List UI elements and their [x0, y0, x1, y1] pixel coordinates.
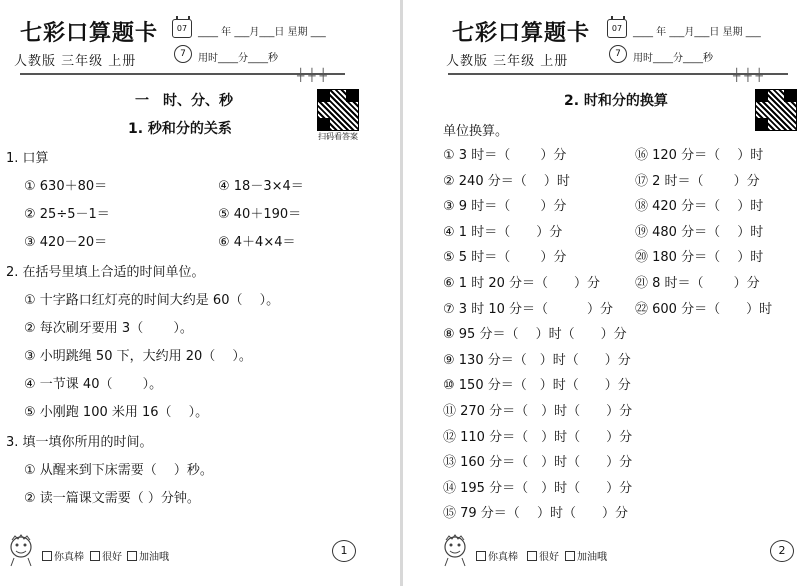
brand-title: 七彩口算题卡	[452, 20, 591, 46]
conversion-item: ⑯ 120 分＝（ ）时	[635, 148, 764, 163]
q2-item: ② 每次刷牙要用 3（ ）。	[24, 321, 193, 336]
conversion-item: ③ 9 时＝（ ）分	[443, 199, 567, 215]
intro-text: 单位换算。	[443, 124, 509, 139]
conversion-item: ⑮ 79 分＝（ ）时（ ）分	[443, 506, 628, 522]
q2-item: ⑤ 小刚跑 100 米用 16（ ）。	[24, 405, 209, 420]
left-page	[0, 0, 400, 586]
conversion-item: ① 3 时＝（ ）分	[443, 148, 567, 163]
page-number: 2	[770, 540, 794, 562]
rating-good[interactable]: 很好	[527, 548, 559, 563]
rating-excellent[interactable]: 你真棒	[476, 548, 518, 563]
clock-icon: 7	[609, 45, 627, 63]
qr-code[interactable]	[317, 89, 359, 131]
calendar-icon: 07	[172, 19, 192, 38]
checkbox[interactable]	[476, 551, 486, 561]
section-title: 1. 秒和分的关系	[128, 121, 232, 137]
divider-ticks: ╪╪╪	[733, 68, 767, 82]
edition-label: 人教版 三年级 上册	[446, 54, 569, 69]
qr-code[interactable]	[755, 89, 797, 131]
conversion-item: ⑨ 130 分＝（ ）时（ ）分	[443, 352, 631, 368]
q1-item: ③ 420－20＝	[24, 235, 108, 250]
q3-item: ② 读一篇课文需要（ ）分钟。	[24, 491, 200, 506]
mascot-icon	[6, 532, 36, 568]
conversion-item: ⑧ 95 分＝（ ）时（ ）分	[443, 327, 627, 343]
conversion-item: ⑭ 195 分＝（ ）时（ ）分	[443, 480, 633, 496]
rating-keepgoing[interactable]: 加油哦	[565, 548, 607, 563]
rating-excellent[interactable]: 你真棒	[42, 548, 84, 563]
date-line: ____ 年 ___月___日 星期 ___	[633, 27, 761, 38]
time-line: 用时____分____秒	[633, 53, 713, 64]
q3-item: ① 从醒来到下床需要（ ）秒。	[24, 463, 213, 478]
conversion-item: ⑤ 5 时＝（ ）分	[443, 250, 567, 266]
q1-item: ② 25÷5－1＝	[24, 207, 110, 222]
edition-label: 人教版 三年级 上册	[14, 54, 137, 69]
calendar-icon: 07	[607, 19, 627, 38]
brand-title: 七彩口算题卡	[20, 20, 159, 46]
q2-item: ④ 一节课 40（ ）。	[24, 377, 163, 392]
conversion-item: ㉒ 600 分＝（ ）时	[635, 301, 773, 317]
rating-keepgoing[interactable]: 加油哦	[127, 548, 169, 563]
checkbox[interactable]	[527, 551, 537, 561]
q3-title: 3. 填一填你所用的时间。	[6, 435, 153, 450]
checkbox[interactable]	[565, 551, 575, 561]
conversion-item: ⑲ 480 分＝（ ）时	[635, 224, 764, 240]
conversion-item: ⑥ 1 时 20 分＝（ ）分	[443, 276, 600, 291]
qr-caption: 扫码看答案	[318, 132, 358, 141]
checkbox[interactable]	[127, 551, 137, 561]
q2-item: ① 十字路口红灯亮的时间大约是 60（ ）。	[24, 293, 280, 308]
section-title: 2. 时和分的换算	[564, 93, 668, 109]
checkbox[interactable]	[42, 551, 52, 561]
clock-icon: 7	[174, 45, 192, 63]
q2-item: ③ 小明跳绳 50 下，大约用 20（ ）。	[24, 349, 252, 364]
conversion-item: ② 240 分＝（ ）时	[443, 173, 570, 189]
right-page	[403, 0, 803, 586]
time-line: 用时____分____秒	[198, 53, 278, 64]
conversion-item: ⑰ 2 时＝（ ）分	[635, 173, 760, 189]
unit-title: 一 时、分、秒	[135, 93, 233, 109]
conversion-item: ⑳ 180 分＝（ ）时	[635, 250, 764, 266]
q1-item: ① 630＋80＝	[24, 179, 108, 194]
conversion-item: ⑬ 160 分＝（ ）时（ ）分	[443, 455, 633, 471]
mascot-icon	[440, 532, 470, 568]
checkbox[interactable]	[90, 551, 100, 561]
conversion-item: ⑩ 150 分＝（ ）时（ ）分	[443, 378, 631, 394]
conversion-item: ⑦ 3 时 10 分＝（ ）分	[443, 301, 613, 317]
conversion-item: ④ 1 时＝（ ）分	[443, 224, 563, 240]
q1-item: ⑥ 4＋4×4＝	[218, 235, 296, 250]
q1-title: 1. 口算	[6, 151, 49, 166]
q1-item: ④ 18－3×4＝	[218, 179, 304, 194]
divider-ticks: ╪╪╪	[297, 68, 331, 82]
conversion-item: ⑪ 270 分＝（ ）时（ ）分	[443, 404, 633, 419]
conversion-item: ㉑ 8 时＝（ ）分	[635, 276, 760, 291]
date-line: ____ 年 ___月___日 星期 ___	[198, 27, 326, 38]
q1-item: ⑤ 40＋190＝	[218, 207, 302, 222]
q2-title: 2. 在括号里填上合适的时间单位。	[6, 265, 205, 280]
conversion-item: ⑱ 420 分＝（ ）时	[635, 199, 764, 215]
rating-good[interactable]: 很好	[90, 548, 122, 563]
page-number: 1	[332, 540, 356, 562]
conversion-item: ⑫ 110 分＝（ ）时（ ）分	[443, 429, 633, 445]
